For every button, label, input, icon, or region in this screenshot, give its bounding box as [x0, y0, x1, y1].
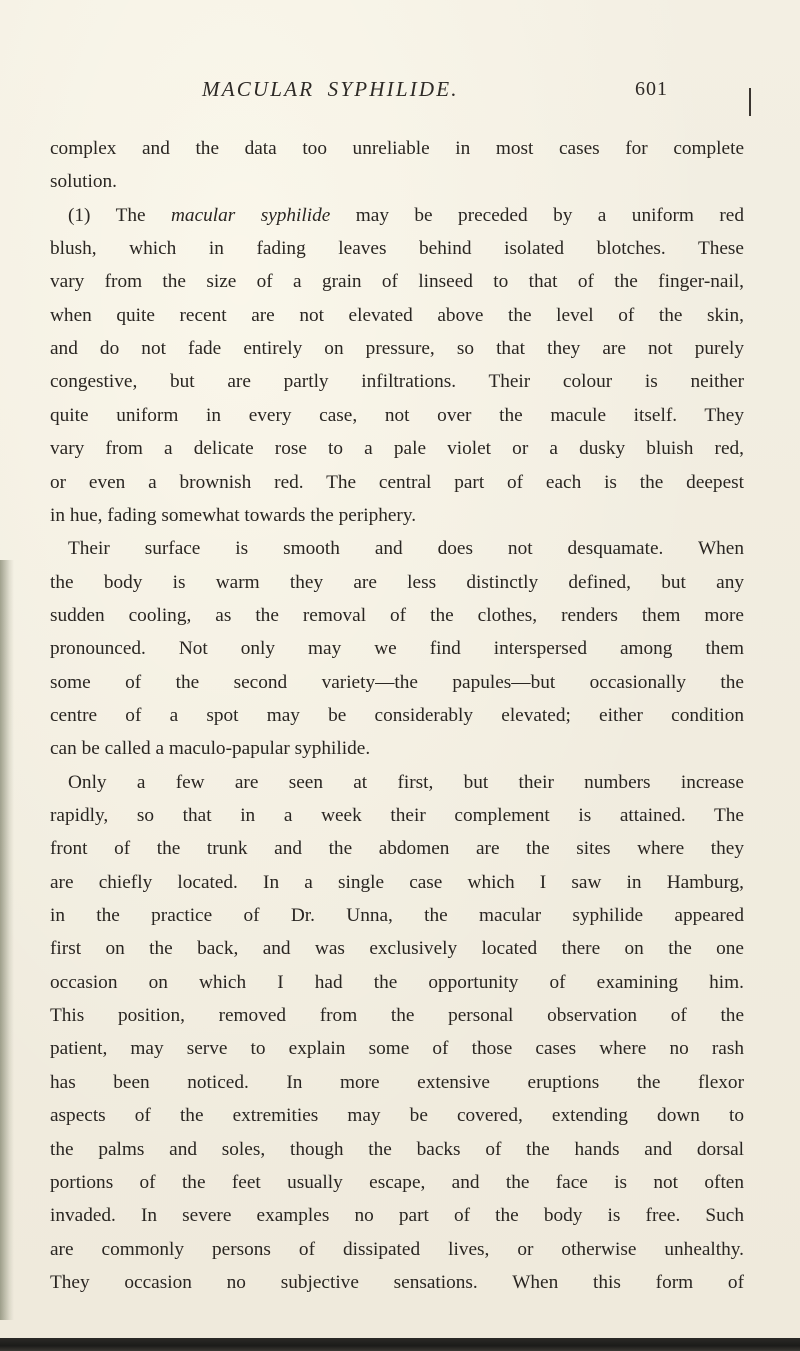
text-segment: may be preceded by a uniform red — [330, 204, 744, 226]
text-line: can be called a maculo-papular syphilide. — [50, 738, 371, 760]
page-number: 601 — [635, 78, 668, 100]
text-line: portions of the feet usually escape, and the face is not often — [50, 1171, 744, 1193]
italic-term: macular syphilide — [171, 204, 331, 226]
text-line: solution. — [50, 171, 117, 193]
text-line: the body is warm they are less distinctly defined, but any — [50, 571, 744, 593]
text-line: invaded. In severe examples no part of the body is free. Such — [50, 1205, 744, 1227]
running-head — [0, 77, 800, 107]
text-line: centre of a spot may be considerably elevated; either condition — [50, 704, 744, 726]
text-line: in the practice of Dr. Unna, the macular syphilide appeared — [50, 905, 744, 927]
text-line: are commonly persons of dissipated lives, or otherwise unhealthy. — [50, 1238, 744, 1260]
text-line: are chiefly located. In a single case which I saw in Hamburg, — [50, 871, 744, 893]
text-line: pronounced. Not only may we find interspersed among them — [50, 638, 744, 660]
text-line: when quite recent are not elevated above the level of the skin, — [50, 304, 744, 326]
text-line: They occasion no subjective sensations. When this form of — [50, 1271, 744, 1293]
margin-pencil-mark — [749, 88, 751, 116]
text-line: patient, may serve to explain some of those cases where no rash — [50, 1038, 744, 1060]
text-line: some of the second variety—the papules—but occasionally the — [50, 671, 744, 693]
text-line: congestive, but are partly infiltrations. Their colour is neither — [50, 371, 744, 393]
text-line: blush, which in fading leaves behind isolated blotches. These — [50, 238, 744, 260]
text-line: and do not fade entirely on pressure, so that they are not purely — [50, 338, 744, 360]
text-line: first on the back, and was exclusively located there on the one — [50, 938, 744, 960]
text-line: rapidly, so that in a week their complement is attained. The — [50, 805, 744, 826]
text-line: in hue, fading somewhat towards the periphery. — [50, 504, 417, 526]
text-line: aspects of the extremities may be covered, extending down to — [50, 1105, 744, 1127]
text-line — [68, 202, 744, 230]
text-line: quite uniform in every case, not over the macule itself. They — [50, 404, 744, 426]
text-line: Only a few are seen at first, but their numbers increase — [68, 771, 744, 793]
binding-shadow — [0, 560, 14, 1320]
text-line: front of the trunk and the abdomen are the sites where they — [50, 838, 744, 860]
running-title: MACULAR SYPHILIDE. — [202, 77, 459, 101]
text-line: vary from a delicate rose to a pale violet or a dusky bluish red, — [50, 438, 744, 460]
text-line: sudden cooling, as the removal of the clothes, renders them more — [50, 604, 744, 626]
page-bottom-edge — [0, 1338, 800, 1351]
text-line: vary from the size of a grain of linseed to that of the finger-nail, — [50, 271, 744, 293]
text-line: has been noticed. In more extensive eruptions the flexor — [50, 1071, 744, 1093]
text-line: Their surface is smooth and does not desquamate. When — [68, 538, 744, 560]
text-line: complex and the data too unreliable in most cases for complete — [50, 138, 744, 159]
text-line: occasion on which I had the opportunity of examining him. — [50, 971, 744, 993]
text-line: or even a brownish red. The central part of each is the deepest — [50, 471, 744, 493]
text-segment: (1) The — [68, 204, 171, 226]
text-line: This position, removed from the personal observation of the — [50, 1005, 744, 1027]
text-line: the palms and soles, though the backs of the hands and dorsal — [50, 1138, 744, 1160]
